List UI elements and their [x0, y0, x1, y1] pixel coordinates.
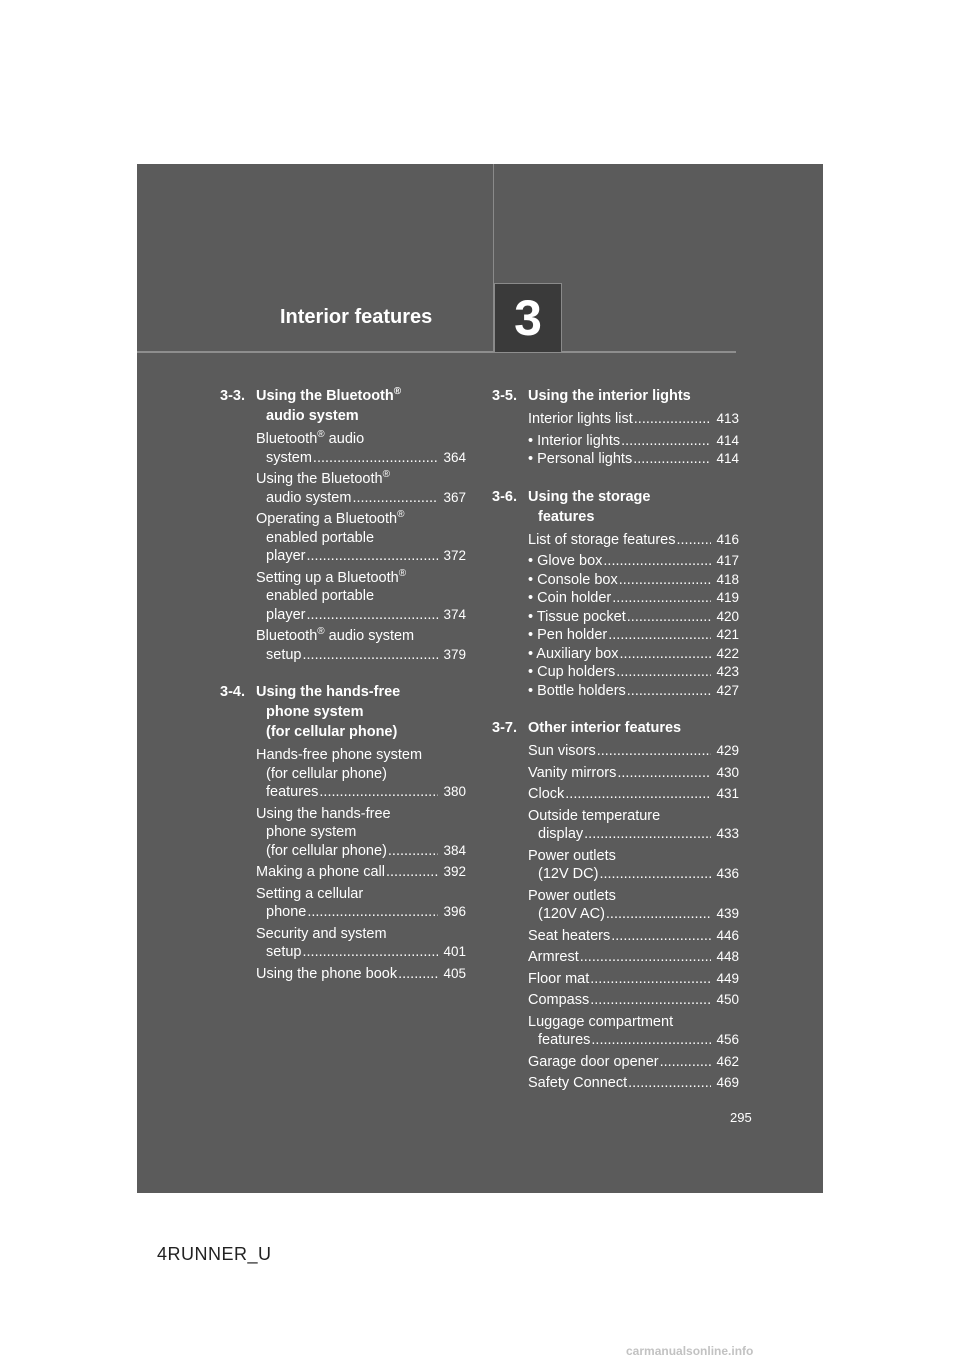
- toc-entry: [528, 1053, 739, 1072]
- toc-entry: [528, 847, 739, 884]
- section-title: [256, 682, 466, 742]
- entry-text: • Glove box: [528, 553, 603, 569]
- toc-entry: [528, 608, 739, 627]
- entry-last-line: [528, 626, 739, 645]
- entry-page: 379: [443, 646, 466, 662]
- entry-last-line: [528, 1053, 739, 1072]
- entry-text: Floor mat: [528, 970, 590, 987]
- entry-page: 436: [716, 866, 739, 881]
- entry-page: 423: [716, 664, 739, 679]
- entry-last-line: [256, 943, 466, 962]
- toc-entry: [256, 885, 466, 922]
- entry-page: 405: [443, 965, 466, 981]
- entry-last-line: [528, 552, 739, 571]
- section-title: [528, 386, 739, 406]
- entry-line: Bluetooth® audio: [256, 429, 365, 447]
- entry-text: • Cup holders: [528, 664, 616, 680]
- entry-line: Using the hands-free: [256, 805, 391, 822]
- entry-text: (12V DC): [538, 866, 599, 882]
- dot-leader: [634, 410, 711, 429]
- entry-page: 401: [443, 944, 466, 959]
- entry-text: setup: [266, 646, 302, 663]
- entry-last-line: [256, 842, 466, 861]
- entry-page: 384: [443, 842, 466, 858]
- registered-mark: ®: [398, 567, 407, 579]
- section-number: 3-3.: [220, 388, 245, 404]
- entry-last-line: [528, 589, 739, 608]
- entry-last-line: [528, 991, 739, 1010]
- dot-leader: [627, 682, 711, 701]
- entry-last-line: [528, 682, 739, 701]
- dot-leader: [302, 943, 438, 962]
- entry-last-line: [528, 825, 739, 844]
- entry-page: 450: [716, 992, 739, 1007]
- entry-line: Hands-free phone system: [256, 747, 423, 763]
- toc-entry: [256, 627, 466, 664]
- entry-text: • Tissue pocket: [528, 608, 626, 625]
- toc-entry: [256, 863, 466, 882]
- entry-last-line: [528, 948, 739, 967]
- entry-page: 421: [716, 627, 739, 642]
- entry-page: 413: [716, 411, 739, 426]
- entry-page: 422: [716, 645, 739, 661]
- entry-page: 430: [716, 764, 739, 780]
- dot-leader: [612, 589, 711, 608]
- chapter-number: 3: [514, 290, 542, 346]
- section-title: [528, 718, 739, 738]
- toc-entry: [528, 589, 739, 608]
- toc-entry: [528, 1013, 739, 1050]
- toc-entry: [528, 450, 739, 469]
- entry-last-line: [528, 1074, 739, 1093]
- toc-entry: [256, 510, 466, 566]
- dot-leader: [627, 608, 711, 627]
- dot-leader: [386, 863, 438, 882]
- entry-text: List of storage features: [528, 531, 676, 548]
- entry-last-line: [528, 905, 739, 924]
- entry-page: 449: [716, 970, 739, 986]
- toc-entry: [528, 807, 739, 844]
- entry-page: 374: [443, 606, 466, 622]
- entry-line: (for cellular phone): [266, 765, 387, 782]
- toc-entry: [528, 552, 739, 571]
- dot-leader: [398, 965, 438, 984]
- dot-leader: [620, 645, 711, 664]
- toc-section: [220, 682, 466, 983]
- dot-leader: [388, 842, 438, 861]
- toc-entry: [256, 805, 466, 861]
- section-number: 3-6.: [492, 488, 517, 505]
- toc-entry: [528, 663, 739, 682]
- entry-last-line: [528, 785, 739, 804]
- entry-text: phone: [266, 904, 307, 920]
- dot-leader: [617, 764, 711, 783]
- toc-entry: [528, 970, 739, 989]
- entry-text: Compass: [528, 992, 590, 1008]
- section-heading: [492, 718, 739, 738]
- entry-page: 462: [716, 1053, 739, 1069]
- entry-page: 414: [716, 432, 739, 448]
- toc-right-column: [492, 386, 739, 1111]
- entry-last-line: [256, 449, 466, 468]
- entry-last-line: [256, 783, 466, 802]
- toc-section: [492, 386, 739, 469]
- entry-last-line: [528, 450, 739, 469]
- entry-last-line: [528, 645, 739, 664]
- dot-leader: [599, 865, 711, 884]
- entry-text: • Coin holder: [528, 590, 612, 606]
- dot-leader: [584, 825, 711, 844]
- dot-leader: [590, 991, 711, 1010]
- toc-entry: [528, 948, 739, 967]
- section-heading: [492, 386, 739, 406]
- entry-last-line: [528, 410, 739, 429]
- dot-leader: [307, 547, 439, 566]
- entry-page: 446: [716, 927, 739, 943]
- dot-leader: [619, 571, 711, 590]
- toc-entry: [528, 531, 739, 550]
- entry-text: • Pen holder: [528, 627, 608, 643]
- entry-last-line: [256, 646, 466, 665]
- toc-entry: [528, 410, 739, 429]
- toc-entry: [528, 645, 739, 664]
- entry-text: (120V AC): [538, 906, 605, 922]
- section-number: 3-7.: [492, 720, 517, 736]
- entry-line: enabled portable: [266, 529, 375, 546]
- entry-text: display: [538, 826, 584, 842]
- entry-last-line: [528, 608, 739, 627]
- section-title-line: (for cellular phone): [266, 724, 398, 740]
- entry-page: 417: [716, 553, 739, 568]
- entry-text: • Bottle holders: [528, 682, 626, 699]
- entry-page: 367: [443, 489, 466, 505]
- dot-leader: [313, 449, 438, 468]
- entry-text: Garage door opener: [528, 1053, 659, 1070]
- dot-leader: [319, 783, 438, 802]
- entry-text: audio system: [266, 489, 352, 506]
- section-title-line: Using the storage: [528, 488, 651, 505]
- entry-last-line: [256, 547, 466, 566]
- dot-leader: [608, 626, 711, 645]
- toc-entry: [256, 746, 466, 802]
- entry-line: Bluetooth® audio system: [256, 626, 415, 644]
- entry-last-line: [528, 571, 739, 590]
- dot-leader: [580, 948, 711, 967]
- entry-last-line: [256, 489, 466, 508]
- entry-text: Safety Connect: [528, 1075, 628, 1091]
- entry-text: Armrest: [528, 949, 579, 965]
- dot-leader: [302, 646, 438, 665]
- toc-entry: [528, 682, 739, 701]
- entry-line: enabled portable: [266, 588, 375, 604]
- entry-text: system: [266, 449, 312, 466]
- entry-text: player: [266, 606, 306, 623]
- entry-text: • Interior lights: [528, 432, 621, 449]
- dot-leader: [590, 970, 711, 989]
- entry-page: 419: [716, 590, 739, 605]
- entry-last-line: [256, 863, 466, 882]
- entry-page: 364: [443, 449, 466, 465]
- entry-text: Clock: [528, 786, 565, 802]
- registered-mark: ®: [317, 626, 325, 638]
- section-heading: [492, 487, 739, 527]
- toc-section: [220, 386, 466, 664]
- toc-entry: [528, 626, 739, 645]
- entry-text: • Console box: [528, 571, 618, 588]
- entry-last-line: [528, 531, 739, 550]
- header-divider-horizontal: [137, 351, 736, 353]
- entry-last-line: [528, 1031, 739, 1050]
- dot-leader: [616, 663, 711, 682]
- entry-page: 439: [716, 906, 739, 921]
- dot-leader: [307, 606, 439, 625]
- toc-entry: [528, 571, 739, 590]
- entry-line: Operating a Bluetooth®: [256, 509, 405, 527]
- toc-entry: [528, 432, 739, 451]
- entry-last-line: [528, 663, 739, 682]
- entry-last-line: [528, 927, 739, 946]
- dot-leader: [352, 489, 438, 508]
- entry-page: 414: [716, 451, 739, 466]
- entry-page: 456: [716, 1032, 739, 1047]
- entry-text: Sun visors: [528, 743, 596, 759]
- toc-entry: [256, 430, 466, 467]
- entry-text: Interior lights list: [528, 411, 633, 427]
- section-title-line: Using the Bluetooth®: [256, 386, 402, 404]
- registered-mark: ®: [317, 429, 325, 441]
- entry-text: • Personal lights: [528, 451, 633, 467]
- dot-leader: [597, 742, 711, 761]
- entry-text: features: [538, 1032, 591, 1048]
- toc-left-column: [220, 386, 466, 1001]
- dot-leader: [611, 927, 711, 946]
- registered-mark: ®: [382, 469, 390, 481]
- section-number: 3-5.: [492, 388, 517, 404]
- chapter-title: Interior features: [280, 306, 433, 328]
- section-title-line: Other interior features: [528, 720, 682, 736]
- dot-leader: [565, 785, 711, 804]
- registered-mark: ®: [397, 509, 405, 521]
- entry-last-line: [528, 432, 739, 451]
- dot-leader: [591, 1031, 711, 1050]
- entry-line: Power outlets: [528, 887, 616, 904]
- dot-leader: [603, 552, 711, 571]
- entry-page: 427: [716, 682, 739, 698]
- entry-page: 372: [443, 548, 466, 563]
- toc-entry: [256, 965, 466, 984]
- entry-text: setup: [266, 944, 302, 960]
- entry-line: Setting up a Bluetooth®: [256, 567, 407, 586]
- entry-page: 431: [716, 786, 739, 801]
- toc-section: [492, 718, 739, 1093]
- toc-entry: [528, 785, 739, 804]
- entry-page: 448: [716, 949, 739, 964]
- toc-entry: [256, 569, 466, 625]
- entry-page: 380: [443, 784, 466, 799]
- entry-page: 392: [443, 864, 466, 879]
- entry-page: 420: [716, 608, 739, 624]
- entry-line: phone system: [266, 824, 357, 840]
- toc-entry: [256, 925, 466, 962]
- dot-leader: [606, 905, 711, 924]
- entry-last-line: [528, 970, 739, 989]
- entry-text: Seat heaters: [528, 927, 611, 944]
- section-number: 3-4.: [220, 684, 245, 700]
- toc-entry: [528, 742, 739, 761]
- section-title: [528, 487, 739, 527]
- section-heading: [220, 682, 466, 742]
- section-title-line: Using the interior lights: [528, 388, 691, 404]
- dot-leader: [633, 450, 711, 469]
- entry-text: Vanity mirrors: [528, 764, 617, 781]
- dot-leader: [677, 531, 712, 550]
- entry-last-line: [528, 742, 739, 761]
- entry-page: 416: [716, 531, 739, 547]
- entry-text: Using the phone book: [256, 965, 398, 982]
- watermark: carmanualsonline.info: [626, 1344, 754, 1358]
- entry-line: Outside temperature: [528, 807, 661, 824]
- toc-entry: [528, 1074, 739, 1093]
- section-heading: [220, 386, 466, 426]
- toc-entry: [528, 887, 739, 924]
- dot-leader: [621, 432, 711, 451]
- toc-entry: [528, 927, 739, 946]
- entry-last-line: [256, 965, 466, 984]
- toc-section: [492, 487, 739, 701]
- entry-line: Setting a cellular: [256, 885, 364, 902]
- entry-line: Using the Bluetooth®: [256, 469, 390, 487]
- section-title-line: Using the hands-free: [256, 684, 401, 700]
- entry-page: 418: [716, 571, 739, 587]
- entry-line: Power outlets: [528, 847, 616, 864]
- page-number: 295: [730, 1110, 752, 1125]
- section-title: [256, 386, 466, 426]
- entry-text: features: [266, 784, 319, 800]
- dot-leader: [660, 1053, 711, 1072]
- entry-last-line: [528, 865, 739, 884]
- section-title-line: features: [538, 508, 595, 525]
- entry-last-line: [528, 764, 739, 783]
- section-title-line: audio system: [266, 408, 359, 424]
- entry-page: 429: [716, 743, 739, 758]
- entry-last-line: [256, 606, 466, 625]
- entry-text: (for cellular phone): [266, 842, 387, 859]
- entry-page: 469: [716, 1075, 739, 1090]
- entry-text: • Auxiliary box: [528, 645, 619, 662]
- section-title-line: phone system: [266, 704, 364, 720]
- registered-mark: ®: [393, 386, 402, 398]
- chapter-number-box: [494, 283, 562, 352]
- entry-line: Security and system: [256, 925, 387, 942]
- toc-entry: [528, 991, 739, 1010]
- dot-leader: [307, 903, 438, 922]
- toc-entry: [528, 764, 739, 783]
- footer-code: 4RUNNER_U: [157, 1244, 272, 1264]
- dot-leader: [628, 1074, 711, 1093]
- entry-text: player: [266, 548, 306, 564]
- entry-line: Luggage compartment: [528, 1013, 674, 1030]
- toc-entry: [256, 470, 466, 507]
- entry-page: 396: [443, 904, 466, 919]
- entry-page: 433: [716, 826, 739, 841]
- entry-last-line: [256, 903, 466, 922]
- entry-text: Making a phone call: [256, 864, 385, 880]
